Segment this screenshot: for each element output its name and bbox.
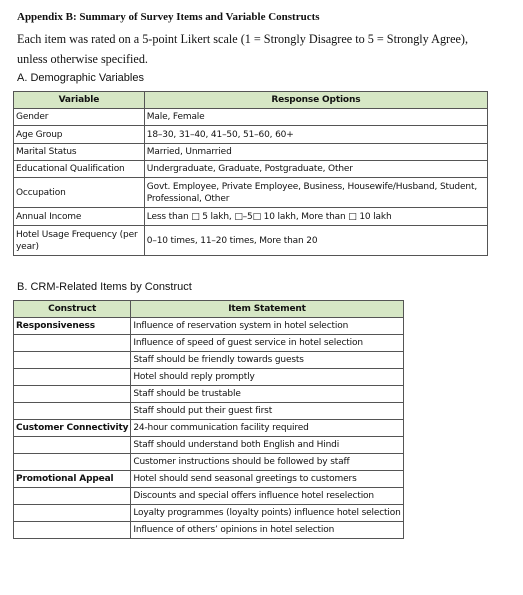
item-cell: Staff should understand both English and Hindi xyxy=(131,437,403,454)
table-row xyxy=(14,352,404,369)
item-cell: Staff should put their guest first xyxy=(131,403,403,420)
table-header-row xyxy=(14,301,404,318)
variable-cell: Occupation xyxy=(14,178,145,208)
options-cell: Male, Female xyxy=(144,109,487,126)
construct-cell: Responsiveness xyxy=(14,318,131,335)
table-row xyxy=(14,178,488,208)
table-row xyxy=(14,437,404,454)
appendix-title: Appendix B: Summary of Survey Items and Variable Constructs xyxy=(17,11,320,23)
construct-cell xyxy=(14,454,131,471)
section-b-heading: B. CRM-Related Items by Construct xyxy=(17,281,192,293)
construct-cell: Promotional Appeal xyxy=(14,471,131,488)
construct-cell xyxy=(14,437,131,454)
table-row xyxy=(14,420,404,437)
column-header-construct: Construct xyxy=(14,301,131,318)
table-row xyxy=(14,126,488,144)
construct-cell xyxy=(14,403,131,420)
table-row xyxy=(14,109,488,126)
table-row xyxy=(14,522,404,539)
table-row xyxy=(14,226,488,256)
demographic-variables-table xyxy=(13,91,488,256)
table-row xyxy=(14,403,404,420)
item-cell: Hotel should send seasonal greetings to customers xyxy=(131,471,403,488)
construct-cell xyxy=(14,522,131,539)
item-cell: Influence of others’ opinions in hotel selection xyxy=(131,522,403,539)
table-row xyxy=(14,471,404,488)
options-cell: Govt. Employee, Private Employee, Business, Housewife/Husband, Student, Professional, Other xyxy=(144,178,487,208)
item-cell: Staff should be trustable xyxy=(131,386,403,403)
item-cell: 24-hour communication facility required xyxy=(131,420,403,437)
construct-cell xyxy=(14,335,131,352)
table-row xyxy=(14,161,488,178)
table-row xyxy=(14,144,488,161)
item-cell: Influence of speed of guest service in hotel selection xyxy=(131,335,403,352)
table-row xyxy=(14,369,404,386)
variable-cell: Marital Status xyxy=(14,144,145,161)
item-cell: Discounts and special offers influence hotel reselection xyxy=(131,488,403,505)
table-header-row xyxy=(14,92,488,109)
table-row xyxy=(14,208,488,226)
column-header-item-statement: Item Statement xyxy=(131,301,403,318)
variable-cell: Gender xyxy=(14,109,145,126)
table-row xyxy=(14,488,404,505)
options-cell: 0–10 times, 11–20 times, More than 20 xyxy=(144,226,487,256)
construct-cell: Customer Connectivity xyxy=(14,420,131,437)
options-cell: Married, Unmarried xyxy=(144,144,487,161)
table-row xyxy=(14,318,404,335)
table-row xyxy=(14,386,404,403)
crm-items-table xyxy=(13,300,404,539)
item-cell: Staff should be friendly towards guests xyxy=(131,352,403,369)
variable-cell: Age Group xyxy=(14,126,145,144)
intro-paragraph: Each item was rated on a 5-point Likert scale (1 = Strongly Disagree to 5 = Strongly Agree), unless otherwise specified. xyxy=(17,32,469,66)
construct-cell xyxy=(14,369,131,386)
item-cell: Hotel should reply promptly xyxy=(131,369,403,386)
construct-cell xyxy=(14,352,131,369)
variable-cell: Educational Qualification xyxy=(14,161,145,178)
table-row xyxy=(14,454,404,471)
options-cell: 18–30, 31–40, 41–50, 51–60, 60+ xyxy=(144,126,487,144)
construct-cell xyxy=(14,386,131,403)
construct-cell xyxy=(14,505,131,522)
options-cell: Undergraduate, Graduate, Postgraduate, Other xyxy=(144,161,487,178)
table-row xyxy=(14,335,404,352)
item-cell: Customer instructions should be followed by staff xyxy=(131,454,403,471)
item-cell: Loyalty programmes (loyalty points) influence hotel selection xyxy=(131,505,403,522)
variable-cell: Annual Income xyxy=(14,208,145,226)
item-cell: Influence of reservation system in hotel selection xyxy=(131,318,403,335)
column-header-response-options: Response Options xyxy=(144,92,487,109)
variable-cell: Hotel Usage Frequency (per year) xyxy=(14,226,145,256)
table-row xyxy=(14,505,404,522)
construct-cell xyxy=(14,488,131,505)
column-header-variable: Variable xyxy=(14,92,145,109)
section-a-heading: A. Demographic Variables xyxy=(17,72,144,84)
options-cell: Less than □ 5 lakh, □–5□ 10 lakh, More than □ 10 lakh xyxy=(144,208,487,226)
